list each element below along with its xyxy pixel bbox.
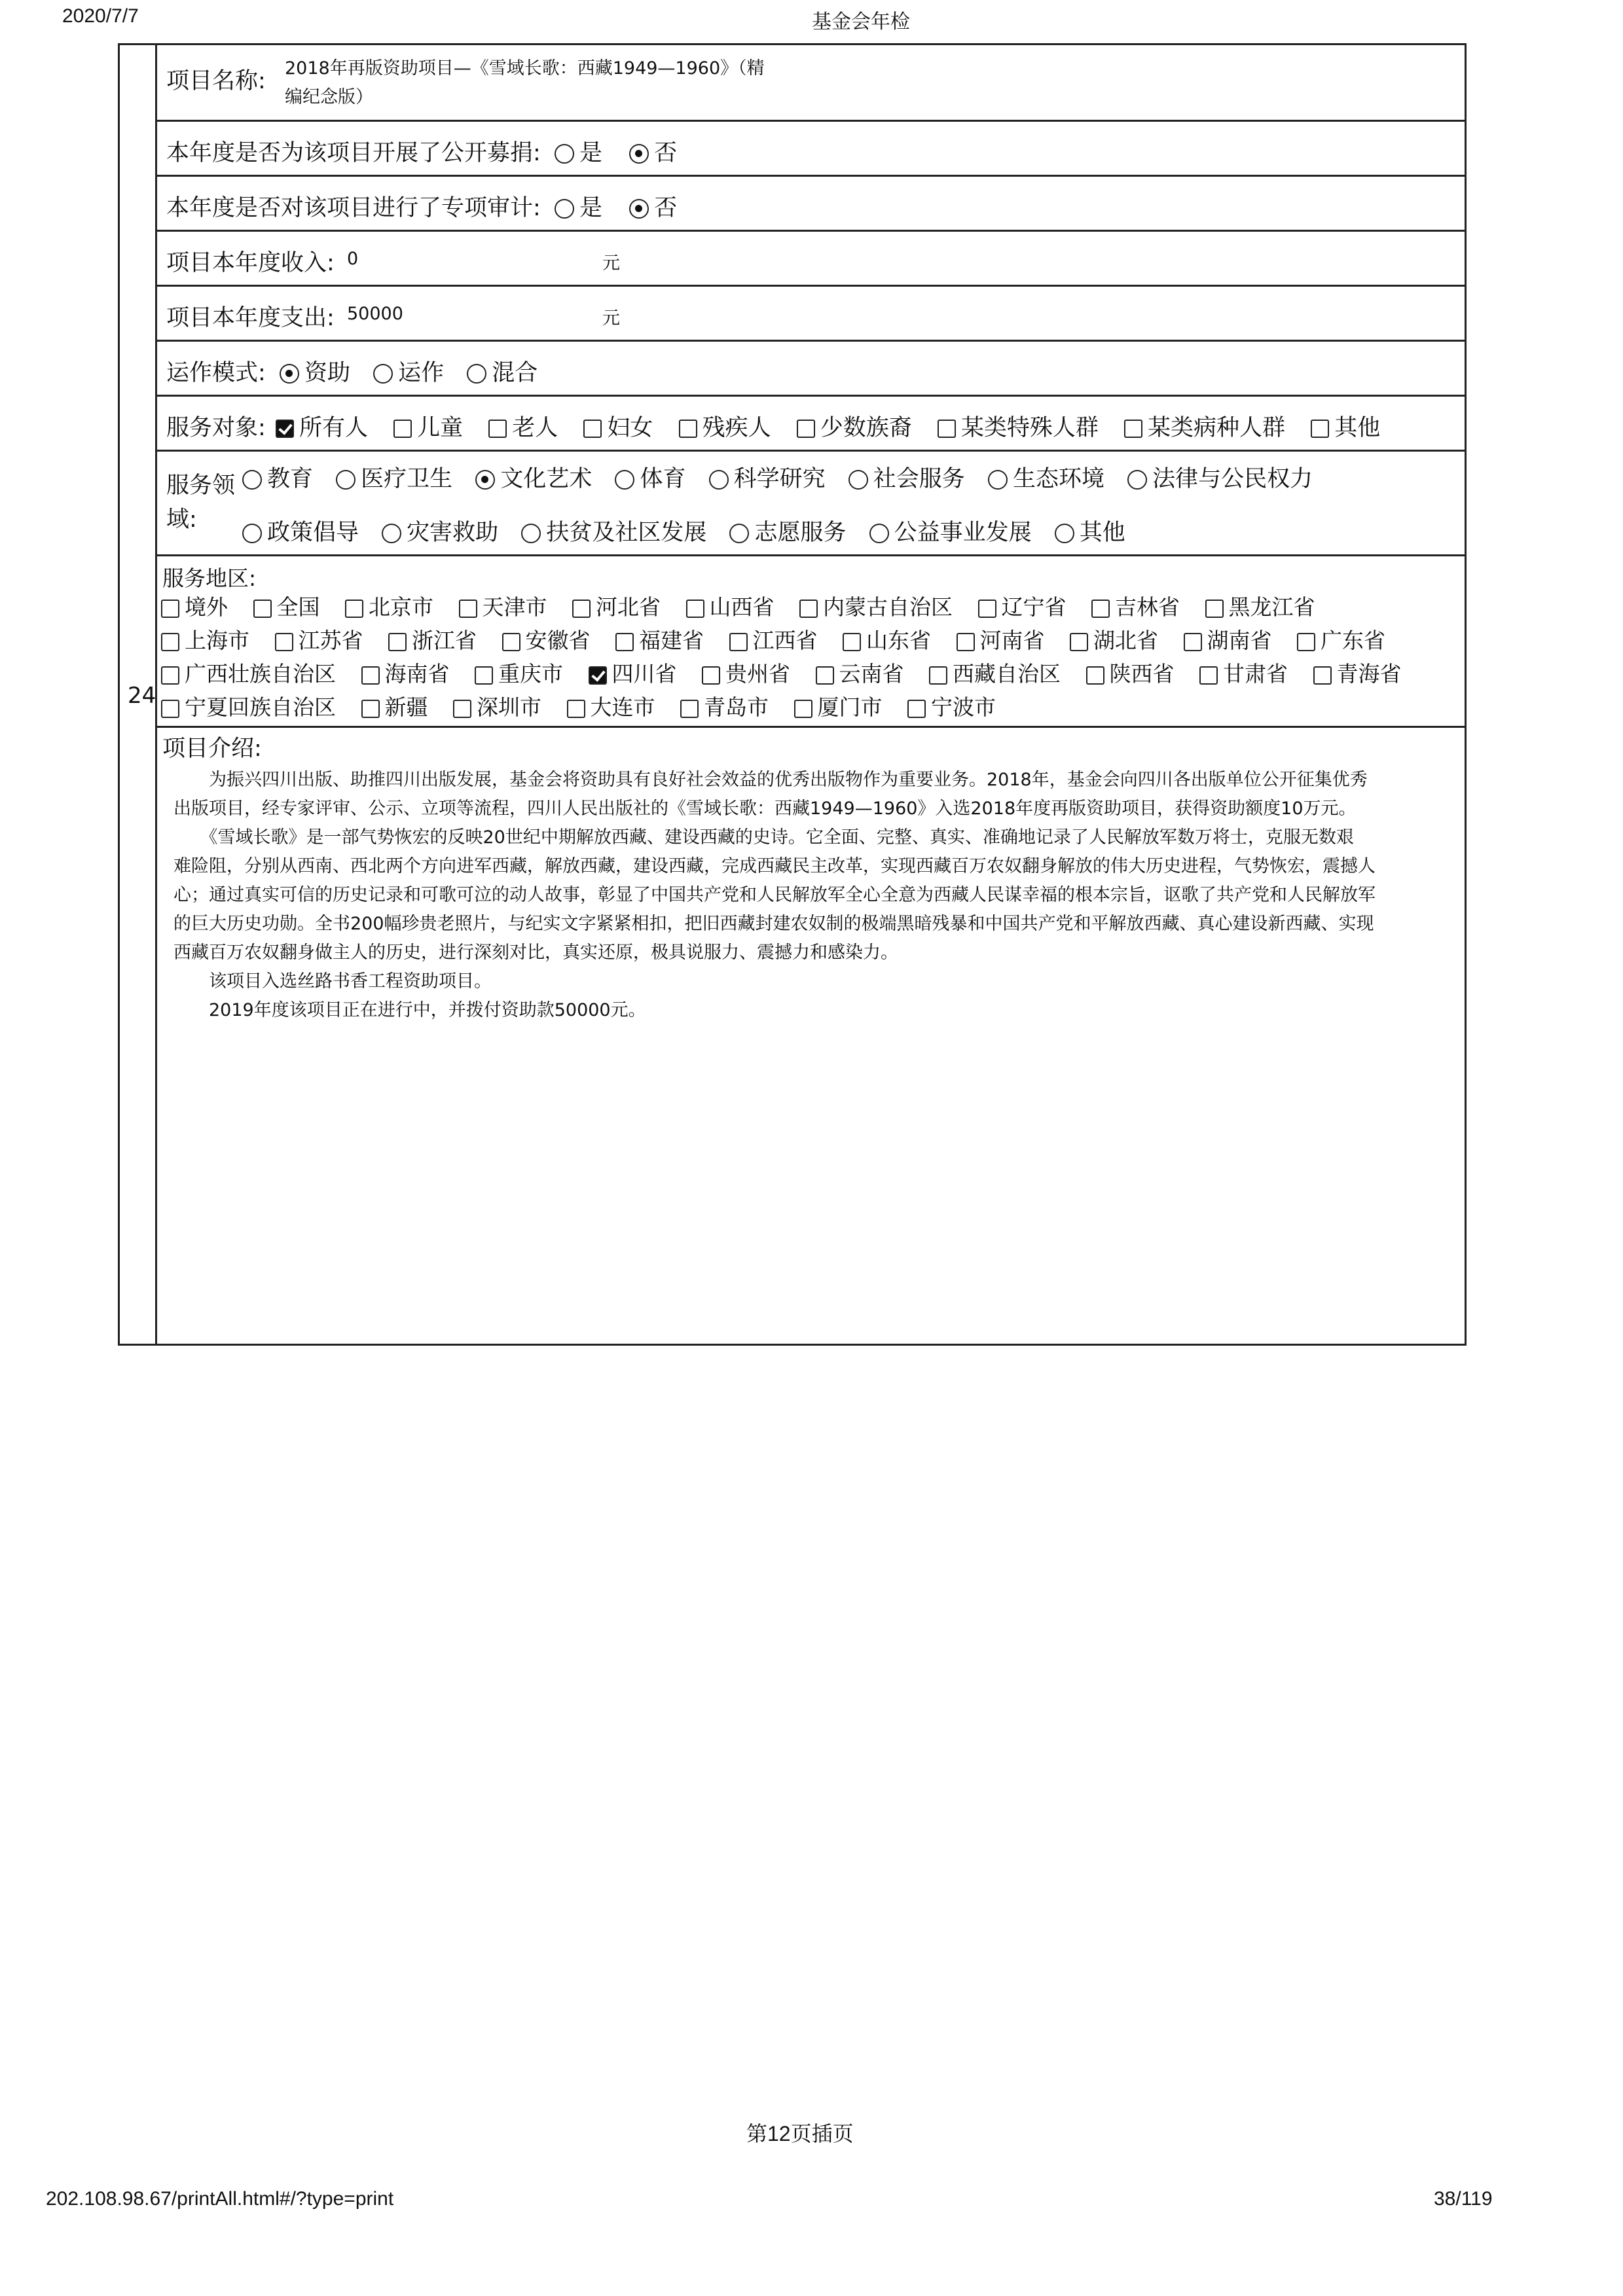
service-target-checkbox[interactable]: [938, 420, 956, 438]
service-area-checkbox[interactable]: [680, 700, 699, 718]
expense-unit: 元: [602, 308, 620, 329]
operation-mode-radio[interactable]: [280, 364, 299, 384]
service-area-checkbox[interactable]: [589, 666, 607, 685]
service-target-option: 老人: [512, 415, 558, 441]
service-area-checkbox[interactable]: [686, 600, 704, 618]
service-area-checkbox[interactable]: [161, 633, 179, 651]
service-field-option: 政策倡导: [267, 520, 359, 546]
operation-mode-label: 运作模式:: [166, 360, 266, 386]
expense-row: [157, 287, 1467, 342]
operation-mode-option: 运作: [398, 360, 445, 386]
service-area-checkbox[interactable]: [475, 666, 493, 685]
service-area-option: 厦门市: [817, 694, 883, 720]
special-audit-label: 本年度是否对该项目进行了专项审计:: [166, 195, 541, 221]
service-area-option: 广西壮族自治区: [185, 661, 336, 687]
service-target-label: 服务对象:: [166, 415, 266, 441]
service-area-line-1: [157, 590, 1324, 621]
service-area-option: 辽宁省: [1001, 594, 1067, 620]
income-unit: 元: [602, 253, 620, 274]
service-area-option: 新疆: [384, 694, 428, 720]
public-fundraising-yes-radio[interactable]: [555, 144, 574, 164]
page-counter: 38/119: [1434, 2188, 1493, 2210]
service-area-option: 陕西省: [1109, 661, 1175, 687]
service-area-option: 江苏省: [298, 628, 363, 653]
expense-label: 项目本年度支出:: [166, 305, 335, 331]
introduction-line: 出版项目，经专家评审、公示、立项等流程，四川人民出版社的《雪域长歌：西藏1949—1960》入选2018年度再版资助项目，获得资助额度10万元。: [173, 798, 1357, 819]
service-target-option: 所有人: [299, 415, 368, 441]
operation-mode-radio[interactable]: [467, 364, 486, 384]
service-area-checkbox[interactable]: [161, 600, 179, 618]
service-area-option: 上海市: [185, 628, 249, 653]
public-fundraising-row: [157, 122, 1467, 177]
operation-mode-line: [166, 355, 547, 387]
row-number: 24: [128, 683, 156, 709]
service-field-radio[interactable]: [242, 470, 262, 490]
service-area-option: 四川省: [611, 661, 677, 687]
service-area-option: 湖北省: [1093, 628, 1158, 653]
service-area-checkbox[interactable]: [502, 633, 520, 651]
service-area-checkbox[interactable]: [729, 633, 748, 651]
service-area-option: 西藏自治区: [953, 661, 1061, 687]
introduction-line: 西藏百万农奴翻身做主人的历史，进行深刻对比，真实还原，极具说服力、震撼力和感染力。: [173, 942, 898, 963]
service-field-options-row1: [236, 461, 1322, 493]
service-field-radio[interactable]: [729, 524, 749, 543]
service-field-option: 灾害救助: [407, 520, 499, 546]
service-area-option: 重庆市: [498, 661, 563, 687]
print-date: 2020/7/7: [62, 5, 139, 27]
service-area-checkbox[interactable]: [843, 633, 861, 651]
service-field-row: [157, 452, 1467, 556]
service-field-radio[interactable]: [242, 524, 262, 543]
service-field-options-row2: [236, 514, 1135, 547]
special-audit-row: [157, 177, 1467, 232]
service-field-radio[interactable]: [1127, 470, 1147, 490]
project-name-value-line2: 编纪念版）: [285, 87, 373, 107]
service-field-option: 其他: [1079, 520, 1125, 546]
service-target-checkbox[interactable]: [1124, 420, 1142, 438]
service-area-checkbox[interactable]: [1091, 600, 1110, 618]
introduction-line: 《雪域长歌》是一部气势恢宏的反映20世纪中期解放西藏、建设西藏的史诗。它全面、完整、真实、准确地记录了人民解放军数万将士，克服无数艰: [173, 827, 1354, 848]
service-field-option: 教育: [267, 466, 314, 492]
service-target-checkbox[interactable]: [797, 420, 815, 438]
service-area-checkbox[interactable]: [799, 600, 818, 618]
special-audit-no-radio[interactable]: [629, 199, 649, 219]
expense-value: 50000: [347, 304, 403, 324]
service-target-checkbox[interactable]: [1311, 420, 1329, 438]
service-area-checkbox[interactable]: [1086, 666, 1104, 685]
service-area-checkbox[interactable]: [1205, 600, 1224, 618]
service-area-checkbox[interactable]: [361, 700, 380, 718]
service-field-option: 志愿服务: [754, 520, 847, 546]
service-field-option: 法律与公民权力: [1152, 466, 1313, 492]
service-target-option: 某类特殊人群: [960, 415, 1099, 441]
introduction-text: [173, 766, 1457, 1025]
service-area-checkbox[interactable]: [1313, 666, 1332, 685]
service-area-checkbox[interactable]: [615, 633, 634, 651]
public-fundraising-yes-label: 是: [579, 140, 602, 166]
service-area-checkbox[interactable]: [161, 666, 179, 685]
service-field-radio[interactable]: [475, 470, 495, 490]
service-area-line-3: [157, 657, 1411, 688]
service-field-radio[interactable]: [1055, 524, 1074, 543]
service-area-checkbox[interactable]: [1070, 633, 1088, 651]
service-area-option: 大连市: [590, 694, 655, 720]
service-area-option: 海南省: [384, 661, 450, 687]
operation-mode-radio[interactable]: [373, 364, 393, 384]
service-target-checkbox[interactable]: [276, 420, 294, 438]
service-area-option: 山西省: [709, 594, 775, 620]
service-area-row: [157, 556, 1467, 728]
introduction-line: 为振兴四川出版、助推四川出版发展，基金会将资助具有良好社会效益的优秀出版物作为重要业务。2018年，基金会向四川各出版单位公开征集优秀: [173, 770, 1368, 790]
service-area-checkbox[interactable]: [361, 666, 380, 685]
service-area-checkbox[interactable]: [161, 700, 179, 718]
public-fundraising-line: [166, 135, 677, 168]
service-area-option: 湖南省: [1207, 628, 1272, 653]
project-name-row: [157, 43, 1467, 122]
service-area-option: 河南省: [979, 628, 1045, 653]
service-field-radio[interactable]: [615, 470, 634, 490]
public-fundraising-label: 本年度是否为该项目开展了公开募捐:: [166, 140, 541, 166]
service-area-checkbox[interactable]: [907, 700, 926, 718]
service-area-option: 河北省: [596, 594, 661, 620]
introduction-line: 的巨大历史功勋。全书200幅珍贵老照片，与纪实文字紧紧相扣，把旧西藏封建农奴制的极端黑暗残暴和中国共产党和平解放西藏、真心建设新西藏、实现: [173, 914, 1374, 934]
service-area-option: 山东省: [866, 628, 931, 653]
introduction-label: 项目介绍:: [162, 736, 262, 762]
service-field-option: 文化艺术: [500, 466, 593, 492]
service-target-option: 某类病种人群: [1148, 415, 1286, 441]
service-field-radio[interactable]: [709, 470, 729, 490]
introduction-line: 难险阻，分别从西南、西北两个方向进军西藏，解放西藏，建设西藏，完成西藏民主改革，实现西藏百万农奴翻身解放的伟大历史进程，气势恢宏，震撼人: [173, 856, 1376, 876]
public-fundraising-no-label: 否: [654, 140, 678, 166]
service-area-checkbox[interactable]: [978, 600, 996, 618]
service-field-radio[interactable]: [988, 470, 1008, 490]
service-area-option: 福建省: [639, 628, 704, 653]
service-area-checkbox[interactable]: [572, 600, 591, 618]
service-field-option: 医疗卫生: [361, 466, 453, 492]
service-area-checkbox[interactable]: [253, 600, 272, 618]
income-row: [157, 232, 1467, 287]
service-target-checkbox[interactable]: [583, 420, 602, 438]
operation-mode-option: 资助: [304, 360, 350, 386]
service-area-option: 云南省: [839, 661, 904, 687]
service-field-radio[interactable]: [521, 524, 541, 543]
service-target-option: 其他: [1334, 415, 1381, 441]
service-area-checkbox[interactable]: [702, 666, 720, 685]
service-field-option: 体育: [640, 466, 686, 492]
service-target-option: 儿童: [417, 415, 464, 441]
service-area-option: 青岛市: [704, 694, 769, 720]
service-area-checkbox[interactable]: [794, 700, 812, 718]
project-name-label: 项目名称:: [166, 68, 266, 94]
service-area-checkbox[interactable]: [388, 633, 407, 651]
service-area-checkbox[interactable]: [459, 600, 477, 618]
service-area-checkbox[interactable]: [816, 666, 834, 685]
service-target-checkbox[interactable]: [679, 420, 697, 438]
service-field-option: 生态环境: [1012, 466, 1104, 492]
service-target-option: 妇女: [607, 415, 653, 441]
service-area-option: 宁夏回族自治区: [185, 694, 336, 720]
print-url: 202.108.98.67/printAll.html#/?type=print: [46, 2188, 394, 2210]
service-area-checkbox[interactable]: [275, 633, 293, 651]
income-value: 0: [347, 249, 359, 269]
service-field-option: 科学研究: [733, 466, 826, 492]
service-field-option: 公益事业发展: [894, 520, 1032, 546]
service-target-line: [166, 410, 1389, 442]
service-area-option: 吉林省: [1115, 594, 1180, 620]
public-fundraising-no-radio[interactable]: [629, 144, 649, 164]
service-field-label-line1: 服务领: [166, 473, 236, 499]
special-audit-no-label: 否: [654, 195, 678, 221]
service-area-checkbox[interactable]: [929, 666, 947, 685]
project-name-value-line1: 2018年再版资助项目—《雪域长歌：西藏1949—1960》（精: [285, 58, 765, 79]
service-field-option: 社会服务: [873, 466, 965, 492]
service-area-line-2: [157, 624, 1395, 655]
service-area-option: 宁波市: [931, 694, 996, 720]
service-area-option: 天津市: [482, 594, 547, 620]
introduction-line: 心；通过真实可信的历史记录和可歌可泣的动人故事，彰显了中国共产党和人民解放军全心全意为西藏人民谋幸福的根本宗旨，讴歌了共产党和人民解放军: [173, 885, 1376, 905]
service-area-checkbox[interactable]: [453, 700, 471, 718]
income-label: 项目本年度收入:: [166, 250, 335, 276]
special-audit-yes-label: 是: [579, 195, 602, 221]
service-area-option: 境外: [185, 594, 228, 620]
special-audit-yes-radio[interactable]: [555, 199, 574, 219]
service-area-checkbox[interactable]: [1297, 633, 1315, 651]
service-area-option: 甘肃省: [1223, 661, 1288, 687]
service-field-radio[interactable]: [848, 470, 868, 490]
service-area-checkbox[interactable]: [345, 600, 363, 618]
service-area-option: 黑龙江省: [1228, 594, 1315, 620]
service-area-checkbox[interactable]: [957, 633, 975, 651]
service-target-option: 残疾人: [702, 415, 771, 441]
service-target-row: [157, 397, 1467, 452]
service-field-radio[interactable]: [869, 524, 889, 543]
service-area-checkbox[interactable]: [567, 700, 585, 718]
service-area-checkbox[interactable]: [1184, 633, 1202, 651]
service-field-radio[interactable]: [336, 470, 356, 490]
introduction-line: 该项目入选丝路书香工程资助项目。: [173, 971, 492, 992]
service-field-label-line2: 域:: [166, 507, 197, 533]
service-area-option: 青海省: [1336, 661, 1402, 687]
service-area-option: 浙江省: [412, 628, 477, 653]
service-area-line-4: [157, 691, 1005, 721]
service-area-option: 全国: [276, 594, 320, 620]
service-target-checkbox[interactable]: [393, 420, 412, 438]
service-area-option: 贵州省: [725, 661, 790, 687]
service-area-option: 北京市: [369, 594, 433, 620]
service-target-checkbox[interactable]: [488, 420, 507, 438]
service-area-label: 服务地区:: [162, 565, 257, 591]
service-field-option: 扶贫及社区发展: [546, 520, 707, 546]
service-area-option: 安徽省: [525, 628, 591, 653]
operation-mode-row: [157, 342, 1467, 397]
service-area-option: 江西省: [752, 628, 818, 653]
special-audit-line: [166, 190, 677, 223]
introduction-line: 2019年度该项目正在进行中，并拨付资助款50000元。: [173, 1000, 646, 1020]
service-area-option: 内蒙古自治区: [823, 594, 953, 620]
page-insert-label: 第12页插页: [746, 2122, 854, 2145]
service-area-checkbox[interactable]: [1199, 666, 1218, 685]
service-area-option: 深圳市: [477, 694, 541, 720]
print-title: 基金会年检: [812, 11, 910, 33]
service-area-option: 广东省: [1321, 628, 1385, 653]
operation-mode-option: 混合: [492, 360, 538, 386]
service-field-radio[interactable]: [382, 524, 401, 543]
service-target-option: 少数族裔: [820, 415, 912, 441]
